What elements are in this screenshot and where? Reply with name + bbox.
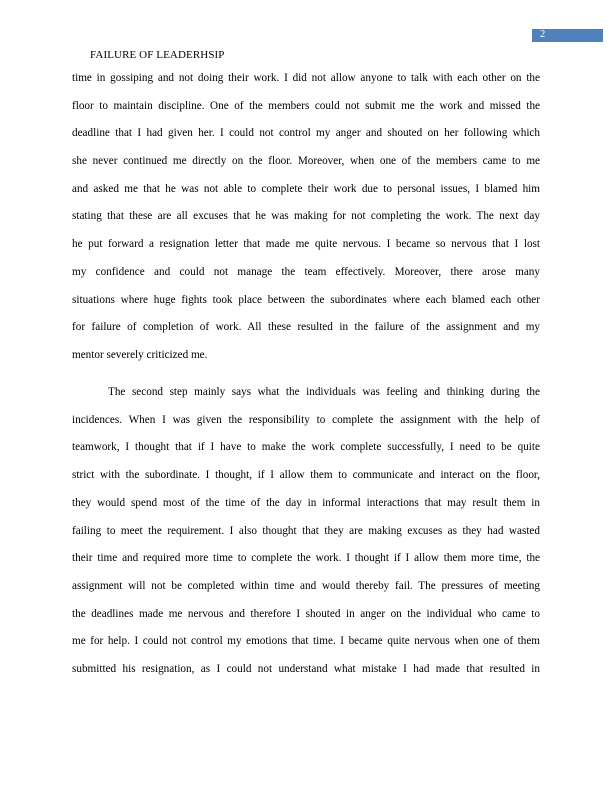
paragraph [72,68,540,373]
text-line: my confidence and could not manage the team effectively. Moreover, there arose many [72,265,540,278]
text-line: situations where huge fights took place between the subordinates where each blamed each other [72,293,540,306]
paragraph [72,382,540,687]
text-line: strict with the subordinate. I thought, if I allow them to communicate and interact on the floor, [72,469,540,482]
text-line: the deadlines made me nervous and therefore I shouted in anger on the individual who came to [72,607,540,620]
paragraph-gap [72,373,540,383]
text-line: deadline that I had given her. I could not control my anger and shouted on her following which [72,127,540,140]
text-line: submitted his resignation, as I could not understand what mistake I had made that resulted in [72,662,540,675]
text-line: for failure of completion of work. All these resulted in the failure of the assignment and my [72,321,540,334]
text-line: time in gossiping and not doing their work. I did not allow anyone to talk with each other on the [72,72,540,84]
text-line: and asked me that he was not able to complete their work due to personal issues, I blamed him [72,182,540,195]
text-line: failing to meet the requirement. I also thought that they are making excuses as they had wasted [72,524,540,537]
document-body [72,68,540,687]
text-line: floor to maintain discipline. One of the members could not submit me the work and missed the [72,99,540,112]
text-line: assignment will not be completed within time and would thereby fail. The pressures of meeting [72,579,540,592]
running-head: FAILURE OF LEADERHSIP [90,49,225,61]
page-number: 2 [540,29,546,40]
text-line: mentor severely criticized me. [72,348,208,361]
text-line: they would spend most of the time of the day in informal interactions that may result them in [72,496,540,509]
text-line: The second step mainly says what the individuals was feeling and thinking during the [108,386,540,399]
text-line: their time and required more time to complete the work. I thought if I allow them more time, the [72,552,540,565]
text-line: he put forward a resignation letter that made me quite nervous. I became so nervous that I lost [72,238,540,251]
page-number-bar [532,29,603,42]
text-line: teamwork, I thought that if I have to make the work complete successfully, I need to be quite [72,441,540,454]
text-line: she never continued me directly on the floor. Moreover, when one of the members came to me [72,155,540,168]
text-line: stating that these are all excuses that he was making for not completing the work. The next day [72,210,540,223]
text-line: me for help. I could not control my emotions that time. I became quite nervous when one of them [72,635,540,648]
text-line: incidences. When I was given the responsibility to complete the assignment with the help of [72,413,540,426]
